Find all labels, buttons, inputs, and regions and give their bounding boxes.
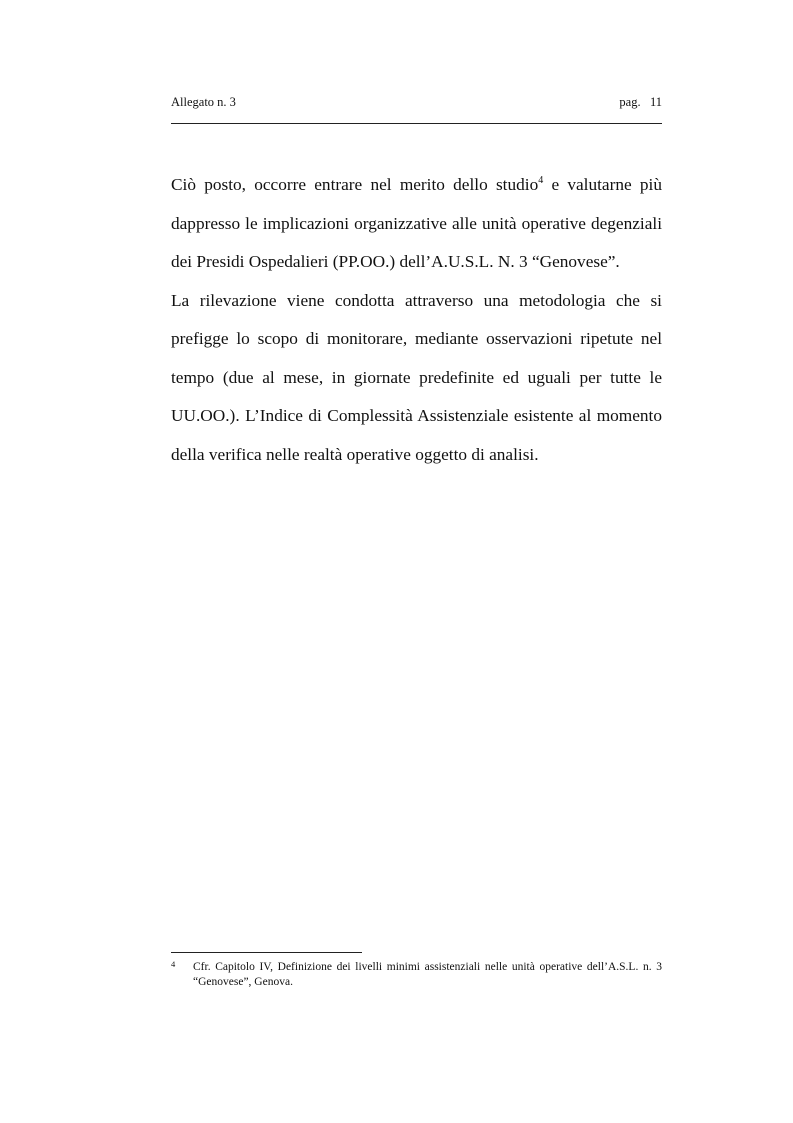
paragraph-1 [171,166,662,282]
paragraph-1-end: e valutarne più dappresso le implicazioni organizzative alle unità operative degenziali dei Presidi Ospedalieri (PP.OO.) dell’A.U.S.L. N. 3 “Genovese”. [171,175,662,271]
footnote-mark: 4 [171,959,176,969]
footnote-divider [171,952,362,953]
body-text [171,166,662,474]
header-document-label: Allegato n. 3 [171,95,236,109]
paragraph-2: La rilevazione viene condotta attraverso una metodologia che si prefigge lo scopo di monitorare, mediante osservazioni ripetute nel tempo (due al mese, in giornate predefinite ed uguali per tutte le UU.OO.). L’Indice di Complessità Assistenziale esistente al momento della verifica nelle realtà operative oggetto di analisi. [171,290,662,464]
page-header [171,95,662,113]
footnote-text: Cfr. Capitolo IV, Definizione dei livelli minimi assistenziali nelle unità operative dell’A.S.L. n. 3 “Genovese”, Genova. [193,961,662,988]
header-divider [171,123,662,124]
header-page-number: pag. 11 [619,95,662,109]
paragraph-1-start: Ciò posto, occorre entrare nel merito dello studio [171,175,539,194]
footnote-reference: 4 [538,175,544,186]
footnote [171,960,662,990]
